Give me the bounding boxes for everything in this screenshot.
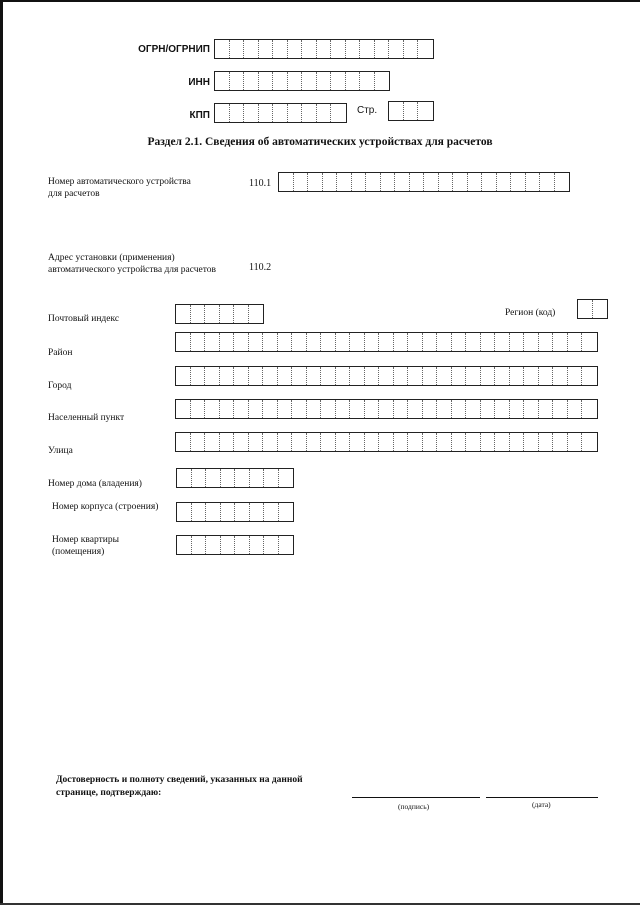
- char-cell[interactable]: [511, 173, 526, 191]
- char-cell[interactable]: [366, 173, 381, 191]
- kpp-label: КПП: [189, 110, 210, 121]
- char-cell[interactable]: [452, 333, 467, 351]
- char-cell[interactable]: [346, 72, 361, 90]
- char-cell[interactable]: [568, 433, 583, 451]
- char-cell[interactable]: [234, 400, 249, 418]
- ogrn-input[interactable]: [214, 39, 434, 59]
- region-input[interactable]: [577, 299, 608, 319]
- char-cell[interactable]: [221, 503, 236, 521]
- char-cell[interactable]: [279, 503, 294, 521]
- char-cell[interactable]: [418, 102, 433, 120]
- device-number-label: Номер автоматического устройства для расчетов: [48, 177, 191, 199]
- char-cell[interactable]: [302, 104, 317, 122]
- char-cell[interactable]: [365, 400, 380, 418]
- char-cell[interactable]: [177, 536, 192, 554]
- char-cell[interactable]: [263, 433, 278, 451]
- char-cell[interactable]: [259, 40, 274, 58]
- char-cell[interactable]: [350, 367, 365, 385]
- char-cell[interactable]: [321, 367, 336, 385]
- char-cell[interactable]: [263, 400, 278, 418]
- char-cell[interactable]: [317, 104, 332, 122]
- device-number-code: 110.1: [249, 178, 272, 189]
- char-cell[interactable]: [381, 173, 396, 191]
- char-cell[interactable]: [336, 433, 351, 451]
- char-cell[interactable]: [259, 72, 274, 90]
- char-cell[interactable]: [321, 333, 336, 351]
- char-cell[interactable]: [346, 40, 361, 58]
- street-input[interactable]: [175, 432, 598, 452]
- street-label: Улица: [48, 446, 73, 456]
- char-cell[interactable]: [468, 173, 483, 191]
- char-cell[interactable]: [206, 536, 221, 554]
- char-cell[interactable]: [220, 400, 235, 418]
- char-cell[interactable]: [292, 367, 307, 385]
- char-cell[interactable]: [336, 333, 351, 351]
- section-title: Раздел 2.1. Сведения об автоматических устройствах для расчетов: [147, 136, 493, 148]
- char-cell[interactable]: [331, 72, 346, 90]
- char-cell[interactable]: [524, 333, 539, 351]
- char-cell[interactable]: [235, 536, 250, 554]
- char-cell[interactable]: [263, 333, 278, 351]
- char-cell[interactable]: [205, 433, 220, 451]
- inn-label: ИНН: [188, 77, 210, 88]
- char-cell[interactable]: [481, 367, 496, 385]
- char-cell[interactable]: [235, 469, 250, 487]
- char-cell[interactable]: [395, 173, 410, 191]
- date-caption: (дата): [532, 800, 551, 809]
- char-cell[interactable]: [379, 367, 394, 385]
- region-label: Регион (код): [505, 308, 556, 318]
- char-cell[interactable]: [539, 433, 554, 451]
- char-cell[interactable]: [439, 173, 454, 191]
- device-number-input[interactable]: [278, 172, 570, 192]
- char-cell[interactable]: [250, 469, 265, 487]
- char-cell[interactable]: [279, 173, 294, 191]
- signature-caption: (подпись): [398, 802, 430, 811]
- char-cell[interactable]: [288, 40, 303, 58]
- char-cell[interactable]: [495, 433, 510, 451]
- char-cell[interactable]: [191, 305, 206, 323]
- char-cell[interactable]: [220, 305, 235, 323]
- char-cell[interactable]: [288, 104, 303, 122]
- page-border-top: [0, 0, 640, 2]
- char-cell[interactable]: [307, 400, 322, 418]
- page-number-label: Стр.: [357, 105, 378, 116]
- date-line[interactable]: [486, 797, 598, 798]
- char-cell[interactable]: [481, 400, 496, 418]
- char-cell[interactable]: [481, 433, 496, 451]
- char-cell[interactable]: [307, 433, 322, 451]
- char-cell[interactable]: [404, 102, 419, 120]
- char-cell[interactable]: [555, 173, 570, 191]
- char-cell[interactable]: [177, 469, 192, 487]
- inn-input[interactable]: [214, 71, 390, 91]
- char-cell[interactable]: [244, 104, 259, 122]
- char-cell[interactable]: [264, 469, 279, 487]
- char-cell[interactable]: [176, 305, 191, 323]
- char-cell[interactable]: [539, 333, 554, 351]
- char-cell[interactable]: [437, 367, 452, 385]
- char-cell[interactable]: [205, 367, 220, 385]
- char-cell[interactable]: [317, 72, 332, 90]
- char-cell[interactable]: [206, 503, 221, 521]
- char-cell[interactable]: [250, 536, 265, 554]
- char-cell[interactable]: [249, 400, 264, 418]
- char-cell[interactable]: [379, 433, 394, 451]
- char-cell[interactable]: [350, 433, 365, 451]
- char-cell[interactable]: [220, 333, 235, 351]
- char-cell[interactable]: [553, 333, 568, 351]
- char-cell[interactable]: [292, 433, 307, 451]
- char-cell[interactable]: [408, 433, 423, 451]
- char-cell[interactable]: [215, 104, 230, 122]
- char-cell[interactable]: [524, 433, 539, 451]
- house-label: Номер дома (владения): [48, 479, 142, 489]
- char-cell[interactable]: [593, 300, 608, 318]
- confirmation-text: Достоверность и полноту сведений, указанных на данной странице, подтверждаю:: [56, 775, 303, 798]
- char-cell[interactable]: [192, 469, 207, 487]
- char-cell[interactable]: [526, 173, 541, 191]
- char-cell[interactable]: [510, 400, 525, 418]
- char-cell[interactable]: [360, 40, 375, 58]
- char-cell[interactable]: [466, 333, 481, 351]
- char-cell[interactable]: [539, 400, 554, 418]
- char-cell[interactable]: [230, 72, 245, 90]
- char-cell[interactable]: [453, 173, 468, 191]
- char-cell[interactable]: [221, 469, 236, 487]
- char-cell[interactable]: [279, 536, 294, 554]
- char-cell[interactable]: [510, 433, 525, 451]
- char-cell[interactable]: [215, 40, 230, 58]
- char-cell[interactable]: [524, 367, 539, 385]
- char-cell[interactable]: [350, 333, 365, 351]
- char-cell[interactable]: [466, 400, 481, 418]
- char-cell[interactable]: [408, 400, 423, 418]
- char-cell[interactable]: [437, 433, 452, 451]
- locality-input[interactable]: [175, 399, 598, 419]
- char-cell[interactable]: [394, 367, 409, 385]
- char-cell[interactable]: [321, 433, 336, 451]
- char-cell[interactable]: [540, 173, 555, 191]
- char-cell[interactable]: [408, 367, 423, 385]
- city-input[interactable]: [175, 366, 598, 386]
- char-cell[interactable]: [423, 433, 438, 451]
- char-cell[interactable]: [553, 367, 568, 385]
- char-cell[interactable]: [404, 40, 419, 58]
- char-cell[interactable]: [250, 503, 265, 521]
- char-cell[interactable]: [220, 433, 235, 451]
- char-cell[interactable]: [375, 40, 390, 58]
- char-cell[interactable]: [578, 300, 593, 318]
- char-cell[interactable]: [337, 173, 352, 191]
- char-cell[interactable]: [452, 433, 467, 451]
- char-cell[interactable]: [249, 333, 264, 351]
- kpp-input[interactable]: [214, 103, 347, 123]
- ogrn-label: ОГРН/ОГРНИП: [138, 44, 210, 55]
- char-cell[interactable]: [568, 400, 583, 418]
- char-cell[interactable]: [273, 72, 288, 90]
- char-cell[interactable]: [365, 333, 380, 351]
- char-cell[interactable]: [308, 173, 323, 191]
- char-cell[interactable]: [582, 433, 597, 451]
- char-cell[interactable]: [568, 367, 583, 385]
- char-cell[interactable]: [244, 72, 259, 90]
- postal-code-label: Почтовый индекс: [48, 314, 120, 324]
- char-cell[interactable]: [191, 333, 206, 351]
- char-cell[interactable]: [336, 367, 351, 385]
- char-cell[interactable]: [495, 333, 510, 351]
- char-cell[interactable]: [495, 400, 510, 418]
- char-cell[interactable]: [249, 305, 264, 323]
- char-cell[interactable]: [510, 333, 525, 351]
- char-cell[interactable]: [331, 104, 346, 122]
- char-cell[interactable]: [273, 104, 288, 122]
- char-cell[interactable]: [352, 173, 367, 191]
- char-cell[interactable]: [350, 400, 365, 418]
- char-cell[interactable]: [264, 536, 279, 554]
- char-cell[interactable]: [177, 503, 192, 521]
- char-cell[interactable]: [192, 536, 207, 554]
- char-cell[interactable]: [423, 400, 438, 418]
- char-cell[interactable]: [249, 367, 264, 385]
- char-cell[interactable]: [394, 333, 409, 351]
- district-input[interactable]: [175, 332, 598, 352]
- char-cell[interactable]: [317, 40, 332, 58]
- char-cell[interactable]: [437, 333, 452, 351]
- postal-code-input[interactable]: [175, 304, 264, 324]
- char-cell[interactable]: [215, 72, 230, 90]
- char-cell[interactable]: [278, 400, 293, 418]
- char-cell[interactable]: [176, 433, 191, 451]
- building-input[interactable]: [176, 502, 294, 522]
- char-cell[interactable]: [539, 367, 554, 385]
- apartment-label: Номер квартиры (помещения): [52, 535, 119, 557]
- char-cell[interactable]: [176, 400, 191, 418]
- char-cell[interactable]: [452, 400, 467, 418]
- char-cell[interactable]: [418, 40, 433, 58]
- char-cell[interactable]: [176, 367, 191, 385]
- char-cell[interactable]: [466, 433, 481, 451]
- char-cell[interactable]: [307, 333, 322, 351]
- signature-line[interactable]: [352, 797, 480, 798]
- char-cell[interactable]: [568, 333, 583, 351]
- char-cell[interactable]: [221, 536, 236, 554]
- char-cell[interactable]: [307, 367, 322, 385]
- char-cell[interactable]: [336, 400, 351, 418]
- char-cell[interactable]: [273, 40, 288, 58]
- char-cell[interactable]: [375, 72, 390, 90]
- char-cell[interactable]: [331, 40, 346, 58]
- char-cell[interactable]: [230, 40, 245, 58]
- char-cell[interactable]: [205, 400, 220, 418]
- char-cell[interactable]: [263, 367, 278, 385]
- char-cell[interactable]: [321, 400, 336, 418]
- page-number-input[interactable]: [388, 101, 434, 121]
- char-cell[interactable]: [466, 367, 481, 385]
- char-cell[interactable]: [360, 72, 375, 90]
- char-cell[interactable]: [437, 400, 452, 418]
- char-cell[interactable]: [553, 400, 568, 418]
- char-cell[interactable]: [249, 433, 264, 451]
- char-cell[interactable]: [389, 102, 404, 120]
- char-cell[interactable]: [192, 503, 207, 521]
- char-cell[interactable]: [408, 333, 423, 351]
- city-label: Город: [48, 381, 72, 391]
- char-cell[interactable]: [410, 173, 425, 191]
- district-label: Район: [48, 348, 73, 358]
- char-cell[interactable]: [235, 503, 250, 521]
- char-cell[interactable]: [176, 333, 191, 351]
- char-cell[interactable]: [524, 400, 539, 418]
- char-cell[interactable]: [452, 367, 467, 385]
- char-cell[interactable]: [292, 400, 307, 418]
- char-cell[interactable]: [294, 173, 309, 191]
- char-cell[interactable]: [510, 367, 525, 385]
- char-cell[interactable]: [234, 433, 249, 451]
- apartment-input[interactable]: [176, 535, 294, 555]
- char-cell[interactable]: [234, 367, 249, 385]
- char-cell[interactable]: [582, 333, 597, 351]
- char-cell[interactable]: [379, 400, 394, 418]
- char-cell[interactable]: [482, 173, 497, 191]
- char-cell[interactable]: [230, 104, 245, 122]
- char-cell[interactable]: [302, 40, 317, 58]
- char-cell[interactable]: [495, 367, 510, 385]
- char-cell[interactable]: [234, 305, 249, 323]
- char-cell[interactable]: [220, 367, 235, 385]
- char-cell[interactable]: [259, 104, 274, 122]
- char-cell[interactable]: [278, 333, 293, 351]
- char-cell[interactable]: [264, 503, 279, 521]
- char-cell[interactable]: [279, 469, 294, 487]
- char-cell[interactable]: [365, 367, 380, 385]
- char-cell[interactable]: [379, 333, 394, 351]
- char-cell[interactable]: [244, 40, 259, 58]
- char-cell[interactable]: [389, 40, 404, 58]
- char-cell[interactable]: [278, 433, 293, 451]
- house-input[interactable]: [176, 468, 294, 488]
- char-cell[interactable]: [191, 400, 206, 418]
- char-cell[interactable]: [394, 433, 409, 451]
- char-cell[interactable]: [191, 433, 206, 451]
- char-cell[interactable]: [191, 367, 206, 385]
- char-cell[interactable]: [481, 333, 496, 351]
- char-cell[interactable]: [278, 367, 293, 385]
- char-cell[interactable]: [323, 173, 338, 191]
- char-cell[interactable]: [365, 433, 380, 451]
- char-cell[interactable]: [423, 367, 438, 385]
- address-label: Адрес установки (применения) автоматического устройства для расчетов: [48, 253, 217, 275]
- locality-label: Населенный пункт: [48, 413, 125, 423]
- char-cell[interactable]: [553, 433, 568, 451]
- char-cell[interactable]: [234, 333, 249, 351]
- char-cell[interactable]: [582, 400, 597, 418]
- char-cell[interactable]: [582, 367, 597, 385]
- building-label: Номер корпуса (строения): [52, 502, 159, 512]
- char-cell[interactable]: [423, 333, 438, 351]
- char-cell[interactable]: [302, 72, 317, 90]
- char-cell[interactable]: [292, 333, 307, 351]
- char-cell[interactable]: [424, 173, 439, 191]
- char-cell[interactable]: [288, 72, 303, 90]
- char-cell[interactable]: [205, 333, 220, 351]
- char-cell[interactable]: [205, 305, 220, 323]
- char-cell[interactable]: [497, 173, 512, 191]
- address-code: 110.2: [249, 262, 272, 273]
- char-cell[interactable]: [394, 400, 409, 418]
- char-cell[interactable]: [206, 469, 221, 487]
